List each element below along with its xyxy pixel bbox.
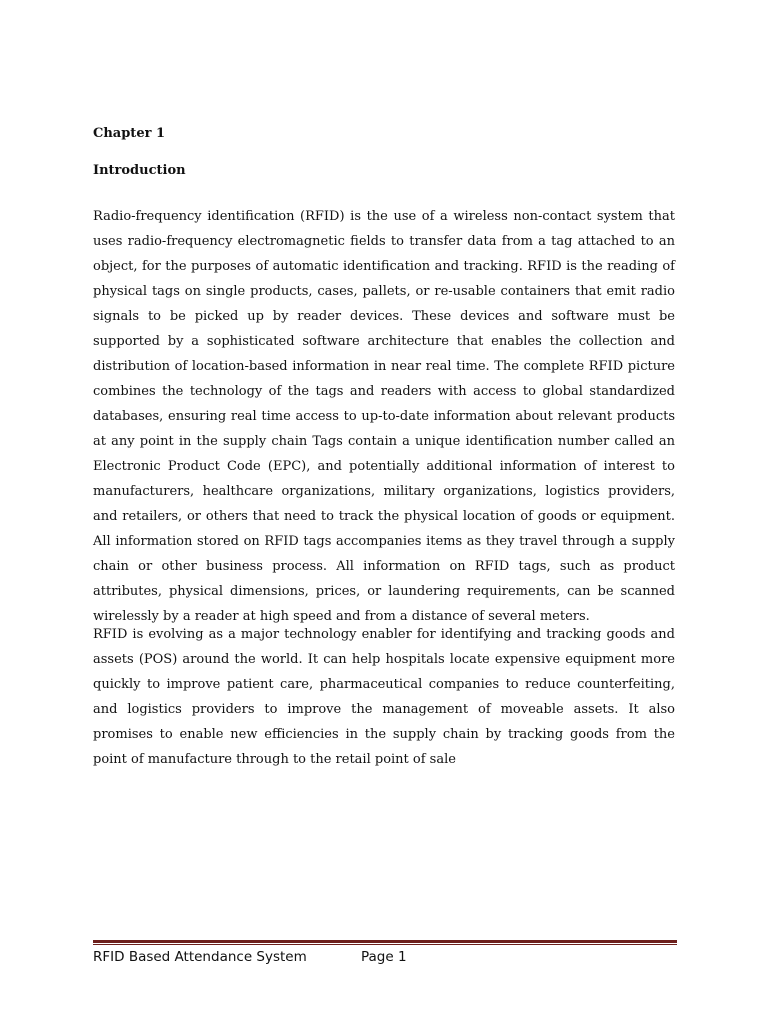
footer-page-number: Page 1	[361, 949, 407, 965]
footer-rule	[93, 940, 677, 946]
paragraph-1: Radio-frequency identification (RFID) is the use of a wireless non-contact system that uses radio-frequency electromagnetic fields to transfer data from a tag attached to an object, for the purposes of automatic identification and tracking. RFID is the reading of physical tags on single products, cases, pallets, or re-usable containers that emit radio signals to be picked up by reader devices. These devices and software must be supported by a sophisticated software architecture that enables the collection and distribution of location-based information in near real time. The complete RFID picture combines the technology of the tags and readers with access to global standardized databases, ensuring real time access to up-to-date information about relevant products at any point in the supply chain Tags contain a unique identification number called an Electronic Product Code (EPC), and potentially additional information of interest to manufacturers, healthcare organizations, military organizations, logistics providers, and retailers, or others that need to track the physical location of goods or equipment. All information stored on RFID tags accompanies items as they travel through a supply chain or other business process. All information on RFID tags, such as product attributes, physical dimensions, prices, or laundering requirements, can be scanned wirelessly by a reader at high speed and from a distance of several meters.	[93, 209, 675, 624]
chapter-label: Chapter 1	[93, 126, 166, 141]
section-heading: Introduction	[93, 163, 186, 178]
footer-title: RFID Based Attendance System	[93, 949, 307, 965]
footer-rule-thin	[93, 944, 677, 945]
footer-rule-thick	[93, 940, 677, 943]
paragraph-2: RFID is evolving as a major technology enabler for identifying and tracking goods and assets (POS) around the world. It can help hospitals locate expensive equipment more quickly to improve patient care, pharmaceutical companies to reduce counterfeiting, and logistics providers to improve the management of moveable assets. It also promises to enable new efficiencies in the supply chain by tracking goods from the point of manufacture through to the retail point of sale	[93, 627, 675, 767]
